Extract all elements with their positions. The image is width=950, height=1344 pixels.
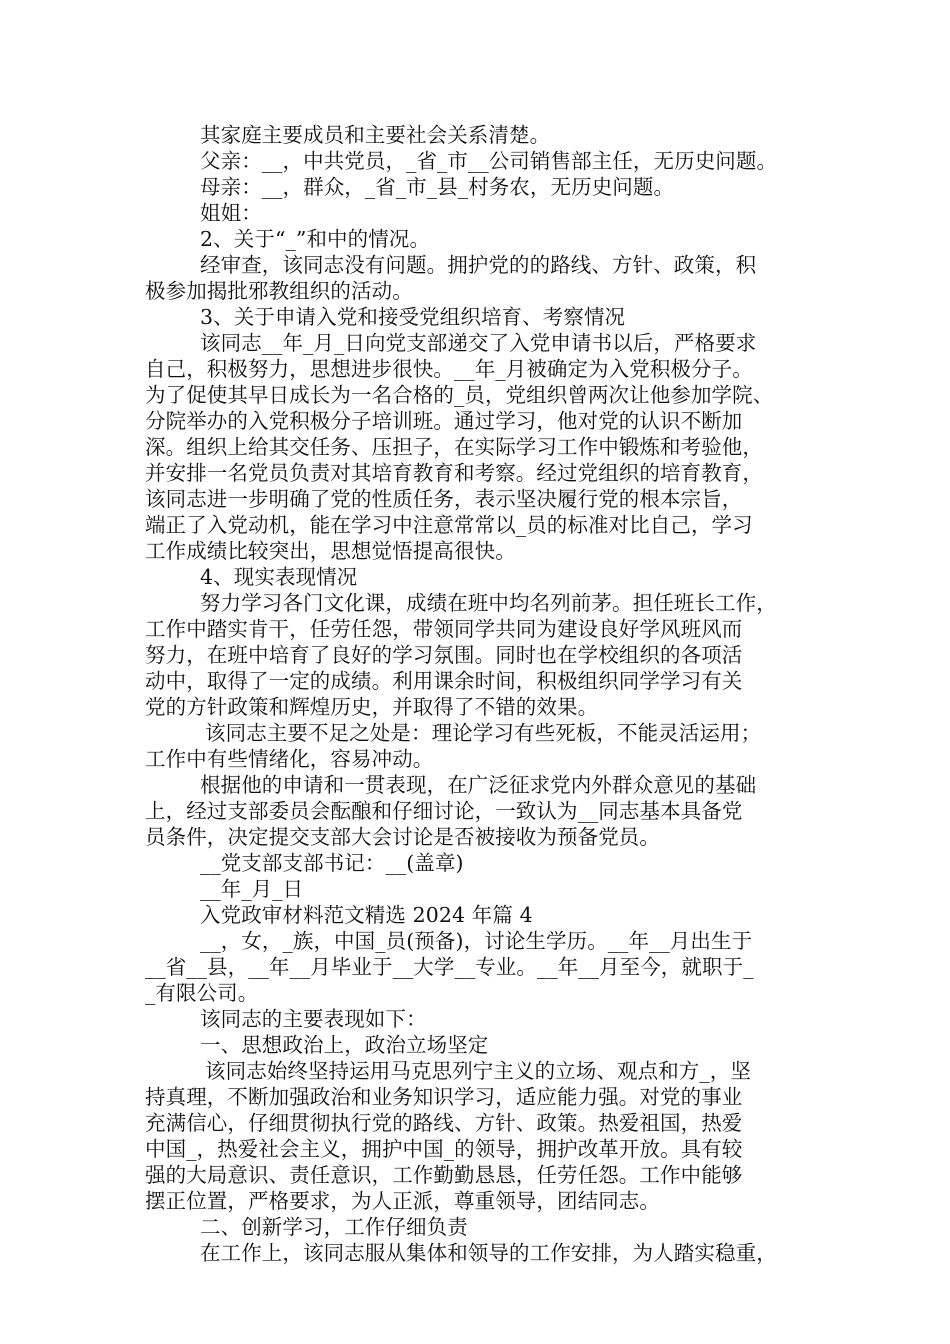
text-line: 动中，取得了一定的成绩。利用课余时间，积极组织同学学习有关 xyxy=(145,669,743,693)
text-line: 并安排一名党员负责对其培育教育和考察。经过党组织的培育教育， xyxy=(145,461,763,485)
section-heading: 2、关于“_”和中的情况。 xyxy=(200,227,431,251)
text-line: 该同志__年_月_日向党支部递交了入党申请书以后，严格要求 xyxy=(200,331,757,355)
date-line: __年_月_日 xyxy=(200,877,304,901)
text-line: 姐姐： xyxy=(200,201,262,225)
text-line: 努力学习各门文化课，成绩在班中均名列前茅。担任班长工作， xyxy=(200,591,777,615)
text-line: 极参加揭批邪教组织的活动。 xyxy=(145,279,413,303)
text-line: 努力，在班中培育了良好的学习氛围。同时也在学校组织的各项活 xyxy=(145,643,743,667)
text-line: 党的方针政策和辉煌历史，并取得了不错的效果。 xyxy=(145,695,599,719)
section-heading: 二、创新学习，工作仔细负责 xyxy=(200,1215,468,1239)
text-line: 中国_，热爱社会主义，拥护中国_的领导，拥护改革开放。具有较 xyxy=(145,1137,743,1161)
article-title: 入党政审材料范文精选 2024 年篇 4 xyxy=(200,903,533,927)
text-line: 该同志主要不足之处是：理论学习有些死板，不能灵活运用； xyxy=(205,721,762,745)
text-line: 其家庭主要成员和主要社会关系清楚。 xyxy=(200,123,551,147)
text-line: 摆正位置，严格要求，为人正派，尊重领导，团结同志。 xyxy=(145,1189,660,1213)
text-line: 母亲：__，群众，_省_市_县_村务农，无历史问题。 xyxy=(200,175,675,199)
signature-line: __党支部支部书记：__(盖章) xyxy=(200,851,464,875)
text-line: 工作成绩比较突出，思想觉悟提高很快。 xyxy=(145,539,516,563)
section-heading: 4、现实表现情况 xyxy=(200,565,358,589)
text-line: _有限公司。 xyxy=(145,981,259,1005)
text-line: 根据他的申请和一贯表现，在广泛征求党内外群众意见的基础 xyxy=(200,773,757,797)
text-line: 父亲：__，中共党员，_省_市__公司销售部主任，无历史问题。 xyxy=(200,149,778,173)
text-line: 为了促使其早日成长为一名合格的_员，党组织曾两次让他参加学院、 xyxy=(145,383,774,407)
section-heading: 一、思想政治上，政治立场坚定 xyxy=(200,1033,489,1057)
text-line: 在工作上，该同志服从集体和领导的工作安排，为人踏实稳重， xyxy=(200,1241,777,1265)
text-line: 该同志的主要表现如下： xyxy=(200,1007,427,1031)
text-line: 该同志始终坚持运用马克思列宁主义的立场、观点和方_，坚 xyxy=(205,1059,751,1083)
text-line: 持真理，不断加强政治和业务知识学习，适应能力强。对党的事业 xyxy=(145,1085,743,1109)
text-line: 深。组织上给其交任务、压担子，在实际学习工作中锻炼和考验他， xyxy=(145,435,763,459)
text-line: 工作中有些情绪化，容易冲动。 xyxy=(145,747,434,771)
text-line: 自己，积极努力，思想进步很快。__年_月被确定为入党积极分子。 xyxy=(145,357,753,381)
text-line: 端正了入党动机，能在学习中注意常常以_员的标准对比自己，学习 xyxy=(145,513,753,537)
text-line: 充满信心，仔细贯彻执行党的路线、方针、政策。热爱祖国，热爱 xyxy=(145,1111,743,1135)
text-line: __省__县，__年__月毕业于__大学__专业。__年__月至今，就职于_ xyxy=(145,955,754,979)
section-heading: 3、关于申请入党和接受党组织培育、考察情况 xyxy=(200,305,626,329)
text-line: 该同志进一步明确了党的性质任务，表示坚决履行党的根本宗旨， xyxy=(145,487,743,511)
text-line: 工作中踏实肯干，任劳任怨，带领同学共同为建设良好学风班风而 xyxy=(145,617,743,641)
text-line: __，女，_族，中国_员(预备)，讨论生学历。__年__月出生于 xyxy=(200,929,753,953)
text-line: 上，经过支部委员会酝酿和仔细讨论，一致认为__同志基本具备党 xyxy=(145,799,743,823)
text-line: 员条件，决定提交支部大会讨论是否被接收为预备党员。 xyxy=(145,825,660,849)
text-line: 经审查，该同志没有问题。拥护党的的路线、方针、政策，积 xyxy=(200,253,757,277)
text-line: 强的大局意识、责任意识，工作勤勤恳恳，任劳任怨。工作中能够 xyxy=(145,1163,743,1187)
text-line: 分院举办的入党积极分子培训班。通过学习，他对党的认识不断加 xyxy=(145,409,743,433)
